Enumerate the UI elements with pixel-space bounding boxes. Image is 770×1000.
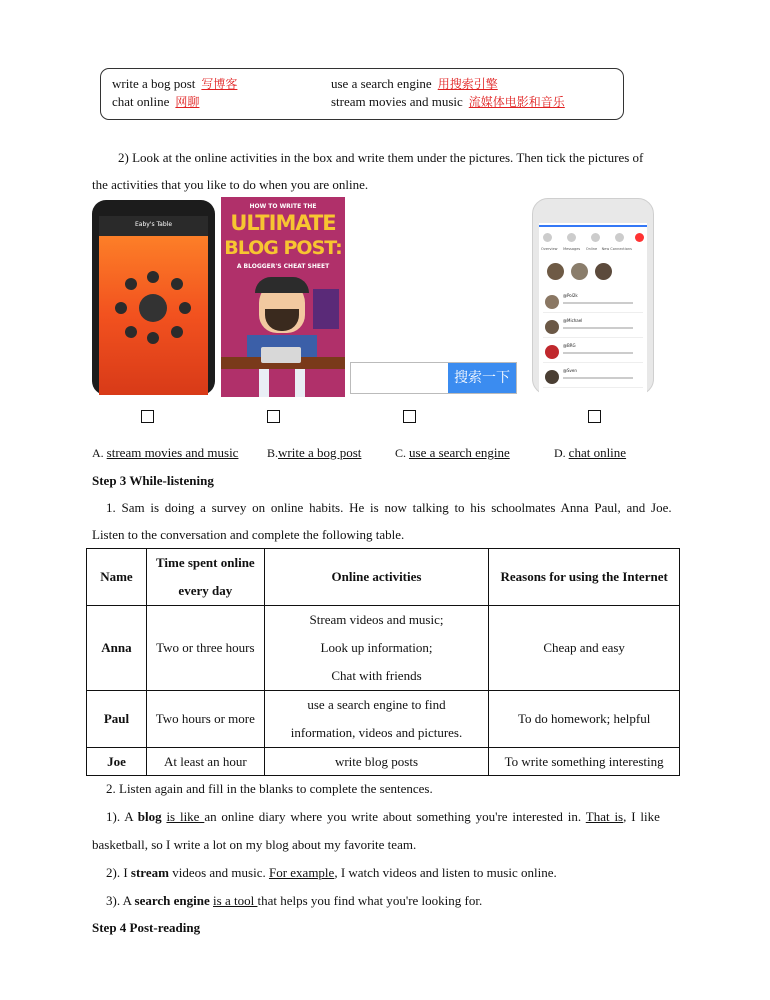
cell-reasons: Cheap and easy [489,606,680,691]
blogger-hair [255,277,309,293]
header-time: Time spent online every day [146,549,264,606]
answer-a: stream movies and music [106,445,239,460]
tick-box-c[interactable] [403,410,416,423]
cell-activities: write blog posts [264,748,489,776]
phone-screen [539,223,647,396]
vocab-item [112,94,199,110]
vocab-english: stream movies and music [331,94,463,109]
step3-question-line2: Listen to the conversation and complete the following table. [92,527,405,542]
cell-activities: Stream videos and music; Look up information; Chat with friends [264,606,489,691]
picture-chat-phone [532,198,654,395]
cell-time: At least an hour [146,748,264,776]
caption-c: C. use a search engine [395,445,510,460]
phone-screen [99,216,208,395]
task-instruction-line1: 2) Look at the online activities in the box and write them under the pictures. Then tick the pictures of [118,150,644,165]
vocab-english: use a search engine [331,76,432,91]
caption-d: D. chat online [554,445,627,460]
poster-subtitle: A BLOGGER'S CHEAT SHEET [236,263,330,270]
table-row [87,748,680,776]
tab-icon [615,233,624,242]
cell-time: Two hours or more [146,691,264,748]
user-avatar [595,263,612,280]
vocab-chinese: 写博客 [201,77,238,91]
menu-icon [125,278,137,290]
vocab-item [331,76,498,92]
chat-row: @Sven [543,368,643,388]
step3-question-line1: 1. Sam is doing a survey on online habits. He is now talking to his schoolmates Anna Paul, and Joe. [106,500,672,515]
tab-labels: Overview Messages Online New Connections [541,247,632,251]
q2-sentence-3: 3). A search engine is a tool that helps you find what you're looking for. [106,893,483,908]
cell-name: Joe [87,748,147,776]
status-bar [539,225,647,227]
tick-box-d[interactable] [588,410,601,423]
tick-box-a[interactable] [141,410,154,423]
answer-d: chat online [568,445,627,460]
tab-icon [543,233,552,242]
step4-heading: Step 4 Post-reading [92,920,201,935]
chat-row: @BRG [543,343,643,363]
vocab-item [331,94,565,110]
table-row [87,606,680,691]
cell-name: Anna [87,606,147,691]
poster-title-blog-post: BLOG POST: [224,237,342,259]
menu-icon [171,326,183,338]
cast-center-icon [139,294,167,322]
poster-small-title: HOW TO WRITE THE [249,203,317,210]
vocab-english: chat online [112,94,170,109]
answer-c: use a search engine [409,445,510,460]
q2-sentence-1: 1). A blog is like an online diary where you write about something you're interested in. That is, I like [106,809,660,824]
step3-heading: Step 3 While-listening [92,473,214,488]
cell-activities: use a search engine to find information, videos and pictures. [264,691,489,748]
cell-reasons: To do homework; helpful [489,691,680,748]
tick-box-b[interactable] [267,410,280,423]
table-header-row [87,549,680,606]
menu-icon [171,278,183,290]
user-avatar [571,263,588,280]
header-reasons: Reasons for using the Internet [489,549,680,606]
poster-title-ultimate: ULTIMATE [230,211,336,235]
header-activities: Online activities [264,549,489,606]
user-avatar [547,263,564,280]
phone-title-bar [99,216,208,236]
vocab-english: write a bog post [112,76,196,91]
menu-icon [147,332,159,344]
vocabulary-box [100,68,624,120]
q2-intro: 2. Listen again and fill in the blanks to complete the sentences. [106,781,433,796]
cell-name: Paul [87,691,147,748]
vocab-chinese: 用搜索引擎 [437,77,498,91]
caption-b: B.write a bog post [267,445,362,460]
menu-icon [179,302,191,314]
q2-sentence-1-cont: basketball, so I write a lot on my blog about my favorite team. [92,837,417,852]
picture-blog-poster [221,197,345,397]
header-name: Name [87,549,147,606]
record-icon [635,233,644,242]
vocab-chinese: 网聊 [175,95,200,109]
answer-b: write a bog post [278,445,362,460]
task-instruction-line2: the activities that you like to do when you are online. [92,177,369,192]
table-row [87,691,680,748]
bookshelf [313,289,339,329]
tab-icon [567,233,576,242]
picture-streaming-phone [92,200,215,395]
q2-sentence-2: 2). I stream videos and music. For example, I watch videos and listen to music online. [106,865,557,880]
chair-leg [259,369,269,397]
menu-icon [115,302,127,314]
tab-icon [591,233,600,242]
laptop-icon [261,347,301,363]
search-button: 搜索一下 [448,363,516,393]
phone-app-title: Eaby's Table [134,221,173,228]
vocab-chinese: 流媒体电影和音乐 [468,95,565,109]
vocab-item [112,76,237,92]
menu-icon [147,271,159,283]
caption-a: A. stream movies and music [92,445,239,460]
picture-search-bar [350,362,517,394]
survey-table [86,548,680,776]
chair-leg [295,369,305,397]
chat-row: @Michael [543,318,643,338]
chat-row: @Pol2k [543,293,643,313]
menu-icon [125,326,137,338]
cell-time: Two or three hours [146,606,264,691]
cell-reasons: To write something interesting [489,748,680,776]
